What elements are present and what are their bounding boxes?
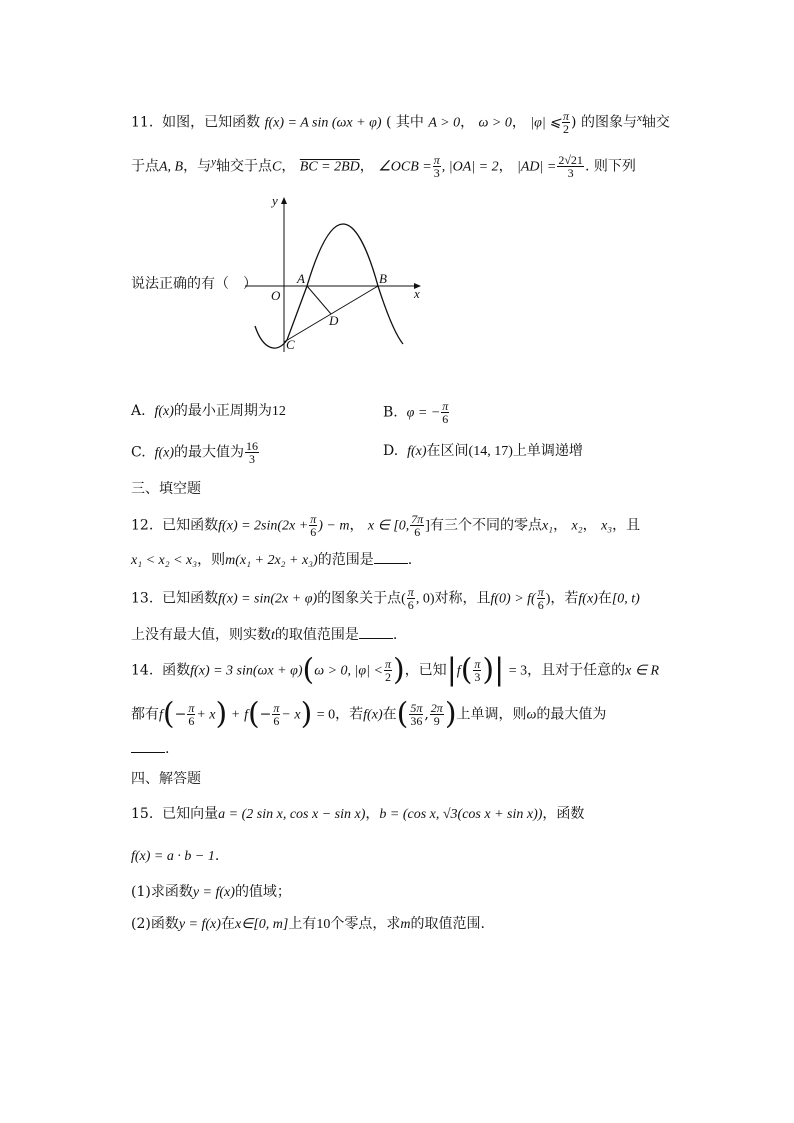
- q15-part-2-text-d: 个零点，求: [330, 916, 401, 932]
- q11-angle: ∠OCB =: [378, 159, 432, 175]
- q14-abs-value: = 3: [508, 663, 528, 679]
- q11-cond-a: A > 0: [428, 115, 461, 131]
- q11-text-f: ，与: [183, 158, 212, 175]
- q11-graph: [245, 192, 430, 362]
- q11-text-d: 轴交: [641, 114, 670, 131]
- q14-text-d: 都有: [131, 706, 159, 723]
- q14-sym-f1: f: [159, 707, 163, 723]
- q12-formula-end: ) − m: [318, 518, 350, 534]
- option-a-text: 的最小正周期为: [173, 403, 272, 419]
- option-c-fx: f(x): [154, 445, 175, 461]
- q15-number: 15.: [131, 806, 154, 822]
- q14-text-a: 函数: [162, 662, 191, 679]
- q12-domain: x ∈ [0,: [367, 518, 410, 534]
- q11-x-var: x: [636, 112, 642, 124]
- q12-fraction-1: $\frac{\pi}{6}$: [310, 512, 317, 539]
- q12-x2: x₂: [571, 518, 583, 534]
- q14-formula: f(x) = 3 sin(ωx + φ): [190, 663, 303, 679]
- label-o: O: [271, 288, 281, 303]
- q15-part-1-text-b: 的值域；: [234, 884, 291, 900]
- q14-text-f: 在: [382, 706, 397, 723]
- option-d-interval: (14, 17): [468, 444, 513, 459]
- q11-point-c: C: [272, 159, 282, 175]
- q15-part-2: [131, 914, 485, 935]
- option-c-label: C.: [131, 444, 146, 461]
- q11-text-b: ( 其中: [385, 114, 424, 131]
- q11-ad-fraction: $\frac{2√21}{3}$: [558, 153, 583, 181]
- q14-omega: ω: [526, 707, 537, 723]
- q13-number: 13.: [131, 590, 154, 607]
- q15-part-1-label: (1): [131, 884, 151, 900]
- q15-part-2-count: 10: [316, 917, 331, 932]
- q12-line-1: 12. 已知函数f(x) = 2sin(2x + $\frac{\pi}{6}$ ) − m， x ∈ [0, $\frac{7\pi}{6}$ ]有三个不同的零点x₁， x₂， x₃，且: [131, 512, 641, 539]
- q14-interval-fraction-2: $\frac{2\pi}{9}$: [430, 701, 443, 728]
- q11-cond-phi: |φ| ⩽: [530, 115, 562, 131]
- q14-abs-fraction: $\frac{\pi}{3}$: [474, 657, 481, 684]
- q11-formula: f(x) = A sin (ωx + φ): [264, 115, 382, 131]
- q14-interval-fraction-1: $\frac{5\pi}{36}$: [410, 701, 423, 728]
- q12-number: 12.: [131, 517, 154, 534]
- q13-compare: f(0) > f(: [490, 591, 536, 607]
- q15-part-2-domain: x∈[0, m]: [234, 917, 289, 932]
- q14-x-in-r: x ∈ R: [625, 663, 660, 679]
- q15-vector-b: b = (cos x, √3(cos x + sin x)): [379, 807, 543, 822]
- q14-text-b: ，已知: [404, 662, 447, 679]
- q11-option-b: [383, 400, 450, 425]
- q11-points-ab: A, B: [159, 159, 184, 175]
- q11-text-h: . 则下列: [584, 158, 636, 175]
- q13-line-2: [131, 624, 397, 646]
- q13-text-c: 对称，且: [434, 590, 491, 607]
- q11-text-e: 于点: [131, 158, 159, 175]
- q13-point-end: , 0): [415, 591, 435, 607]
- q12-x3: x₃: [601, 518, 613, 534]
- q13-text-b: 的图象关于点: [317, 590, 402, 607]
- segment-ad: [307, 286, 331, 314]
- option-b-label: B.: [383, 404, 398, 421]
- q11-text-g: 轴交于点: [216, 158, 272, 175]
- q15-line-1: [131, 804, 584, 825]
- q15-part-2-text-c: 上有: [288, 916, 317, 932]
- q13-point-fraction: $\frac{\pi}{6}$: [407, 585, 414, 612]
- option-d-label: D.: [383, 443, 399, 459]
- q13-fx: f(x): [578, 591, 598, 607]
- q13-interval: [0, t): [611, 591, 640, 607]
- q12-end: .: [407, 552, 413, 568]
- q11-text-a: 如图，已知函数: [162, 114, 261, 131]
- y-axis-arrow: [281, 197, 287, 204]
- section-4-heading: 四、解答题: [131, 771, 201, 787]
- q15-part-2-text-a: 函数: [150, 916, 179, 932]
- q14-sym-plus: +: [231, 707, 240, 723]
- q14-end: .: [165, 741, 170, 757]
- q14-line-2: 都有f(− $\frac{\pi}{6}$ + x) + f(− $\frac{\pi}{6}$ − x) = 0，若f(x)在( $\frac{5\pi}{36}$ , $\frac{2\pi}{9}$ )上单调，则ω的最大值为: [131, 696, 607, 732]
- label-x: x: [414, 286, 420, 301]
- q13-formula: f(x) = sin(2x + φ): [218, 591, 318, 607]
- q11-option-d: [383, 440, 583, 460]
- q12-domain-fraction: $\frac{7\pi}{6}$: [411, 512, 424, 539]
- q12-domain-end: ]: [425, 518, 430, 534]
- q14-fx: f(x): [363, 707, 383, 723]
- q14-sym-term-2: − x: [281, 707, 301, 723]
- q11-option-c: [131, 440, 260, 465]
- q11-angle-fraction: $\frac{\pi}{3}$: [433, 153, 440, 181]
- option-c-fraction: $\frac{16}{3}$: [246, 439, 259, 466]
- q12-expression: m(x₁ + 2x₂ + x₃): [225, 553, 318, 568]
- q14-sym-fraction-1: $\frac{\pi}{6}$: [188, 701, 195, 728]
- q12-text-d: ，则: [197, 552, 226, 568]
- q12-text-b: 有三个不同的零点: [429, 517, 542, 534]
- q13-end: .: [392, 627, 398, 643]
- q15-function-def-end: .: [214, 848, 220, 864]
- q13-t: t: [271, 628, 275, 643]
- q15-line-2: [131, 846, 219, 867]
- q12-formula: f(x) = 2sin(2x +: [218, 518, 309, 534]
- q15-part-2-text-e: 的取值范围.: [410, 916, 485, 932]
- q14-sym-term-1: + x: [196, 707, 216, 723]
- q14-text-g: 上单调，则: [456, 706, 527, 723]
- q14-text-c: ，且对于任意的: [527, 662, 626, 679]
- q14-condition: ω > 0, |φ| <: [314, 663, 383, 679]
- q11-option-a: [131, 400, 286, 420]
- q13-text-f: 上没有最大值，则实数: [131, 627, 271, 643]
- q11-oa: , |OA| = 2: [441, 159, 499, 175]
- q13-answer-blank[interactable]: [359, 624, 393, 639]
- q15-part-1: [131, 882, 291, 903]
- label-y: y: [272, 193, 278, 208]
- option-b-eq: φ = −: [406, 405, 441, 421]
- q15-text-b: ，函数: [542, 806, 585, 822]
- q13-text-e: 在: [597, 590, 612, 607]
- q15-function-def: f(x) = a · b − 1: [131, 849, 215, 864]
- q13-text-a: 已知函数: [162, 590, 219, 607]
- q13-compare-fraction: $\frac{\pi}{6}$: [537, 585, 544, 612]
- q11-number: 11.: [131, 114, 154, 131]
- section-3-heading: 三、填空题: [131, 481, 201, 497]
- q14-abs-f: f: [456, 663, 461, 679]
- q12-text-e: 的范围是: [317, 552, 374, 568]
- q12-text-c: ，且: [612, 517, 641, 534]
- q15-part-2-function: y = f(x): [178, 917, 221, 932]
- label-d: D: [329, 313, 339, 328]
- q12-answer-blank[interactable]: [374, 549, 408, 564]
- option-b-fraction: $\frac{\pi}{6}$: [442, 399, 449, 426]
- q11-prompt: 说法正确的有（ ）: [131, 276, 257, 292]
- q12-line-2: [131, 549, 412, 571]
- q15-vector-a: a = (2 sin x, cos x − sin x): [218, 807, 366, 822]
- q15-separator: ，: [365, 806, 380, 822]
- q14-number: 14.: [131, 662, 154, 679]
- q15-part-2-label: (2): [131, 916, 151, 932]
- q14-text-e: ，若: [335, 706, 364, 723]
- q15-part-2-text-b: 在: [220, 916, 235, 932]
- q12-text-a: 已知函数: [162, 517, 219, 534]
- q14-condition-fraction: $\frac{\pi}{2}$: [384, 657, 391, 684]
- q11-cond-phi-fraction: $\frac{\pi}{2}$: [563, 109, 570, 137]
- q14-sym-eq: = 0: [316, 707, 336, 723]
- q15-part-1-function: y = f(x): [192, 885, 235, 900]
- q13-text-g: 的取值范围是: [274, 627, 359, 643]
- q12-x1: x₁: [541, 518, 554, 534]
- q11-line-2: 于点A, B，与$^y$轴交于点C， BC = 2BD， ∠OCB = $\frac{\pi}{3}$ , |OA| = 2， |AD| = $\frac{2√21}{3}$ . 则下列: [131, 153, 636, 181]
- q11-y-var: y: [211, 156, 216, 168]
- option-d-text1: 在区间: [426, 443, 469, 459]
- option-a-value: 12: [271, 404, 286, 419]
- label-a: A: [297, 271, 305, 286]
- q11-cond-omega: ω > 0: [478, 115, 512, 131]
- q15-text-a: 已知向量: [162, 806, 219, 822]
- option-d-fx: f(x): [407, 444, 427, 459]
- label-c: C: [286, 337, 295, 352]
- option-c-text: 的最大值为: [174, 444, 245, 461]
- q13-line-1: 13. 已知函数f(x) = sin(2x + φ)的图象关于点( $\frac{\pi}{6}$ , 0)对称，且f(0) > f( $\frac{\pi}{6}$ )，若f(x)在[0, t): [131, 585, 640, 612]
- q14-line-3: [131, 738, 169, 759]
- q11-ad: |AD| =: [517, 159, 557, 175]
- option-a-label: A.: [131, 403, 146, 419]
- q12-inequality: x₁ < x₂ < x₃: [131, 553, 198, 568]
- q15-part-1-text-a: 求函数: [150, 884, 193, 900]
- q11-text-c: ) 的图象与: [571, 114, 637, 131]
- q11-vector-eq: BC = 2BD: [299, 159, 360, 175]
- option-a-fx: f(x): [154, 404, 174, 419]
- label-b: B: [379, 271, 387, 286]
- q14-line-1: 14. 函数f(x) = 3 sin(ωx + φ)(ω > 0, |φ| < $\frac{\pi}{2}$ )，已知|f( $\frac{\pi}{3}$ )| = 3，且对于任意的x ∈ R: [131, 652, 660, 688]
- q13-text-d: ，若: [550, 590, 579, 607]
- q14-sym-fraction-2: $\frac{\pi}{6}$: [273, 701, 280, 728]
- q13-compare-end: ): [545, 591, 551, 607]
- q14-sym-f2: f: [244, 707, 248, 723]
- option-d-text2: 上单调递增: [512, 443, 583, 459]
- q11-line-1: 11. 如图，已知函数 f(x) = A sin (ωx + φ) ( 其中 A > 0， ω > 0， |φ| ⩽ $\frac{\pi}{2}$ ) 的图象与$^x$轴交: [131, 109, 670, 137]
- q14-text-h: 的最大值为: [536, 706, 607, 723]
- q15-part-2-m: m: [400, 917, 411, 932]
- q14-answer-blank[interactable]: [131, 738, 165, 753]
